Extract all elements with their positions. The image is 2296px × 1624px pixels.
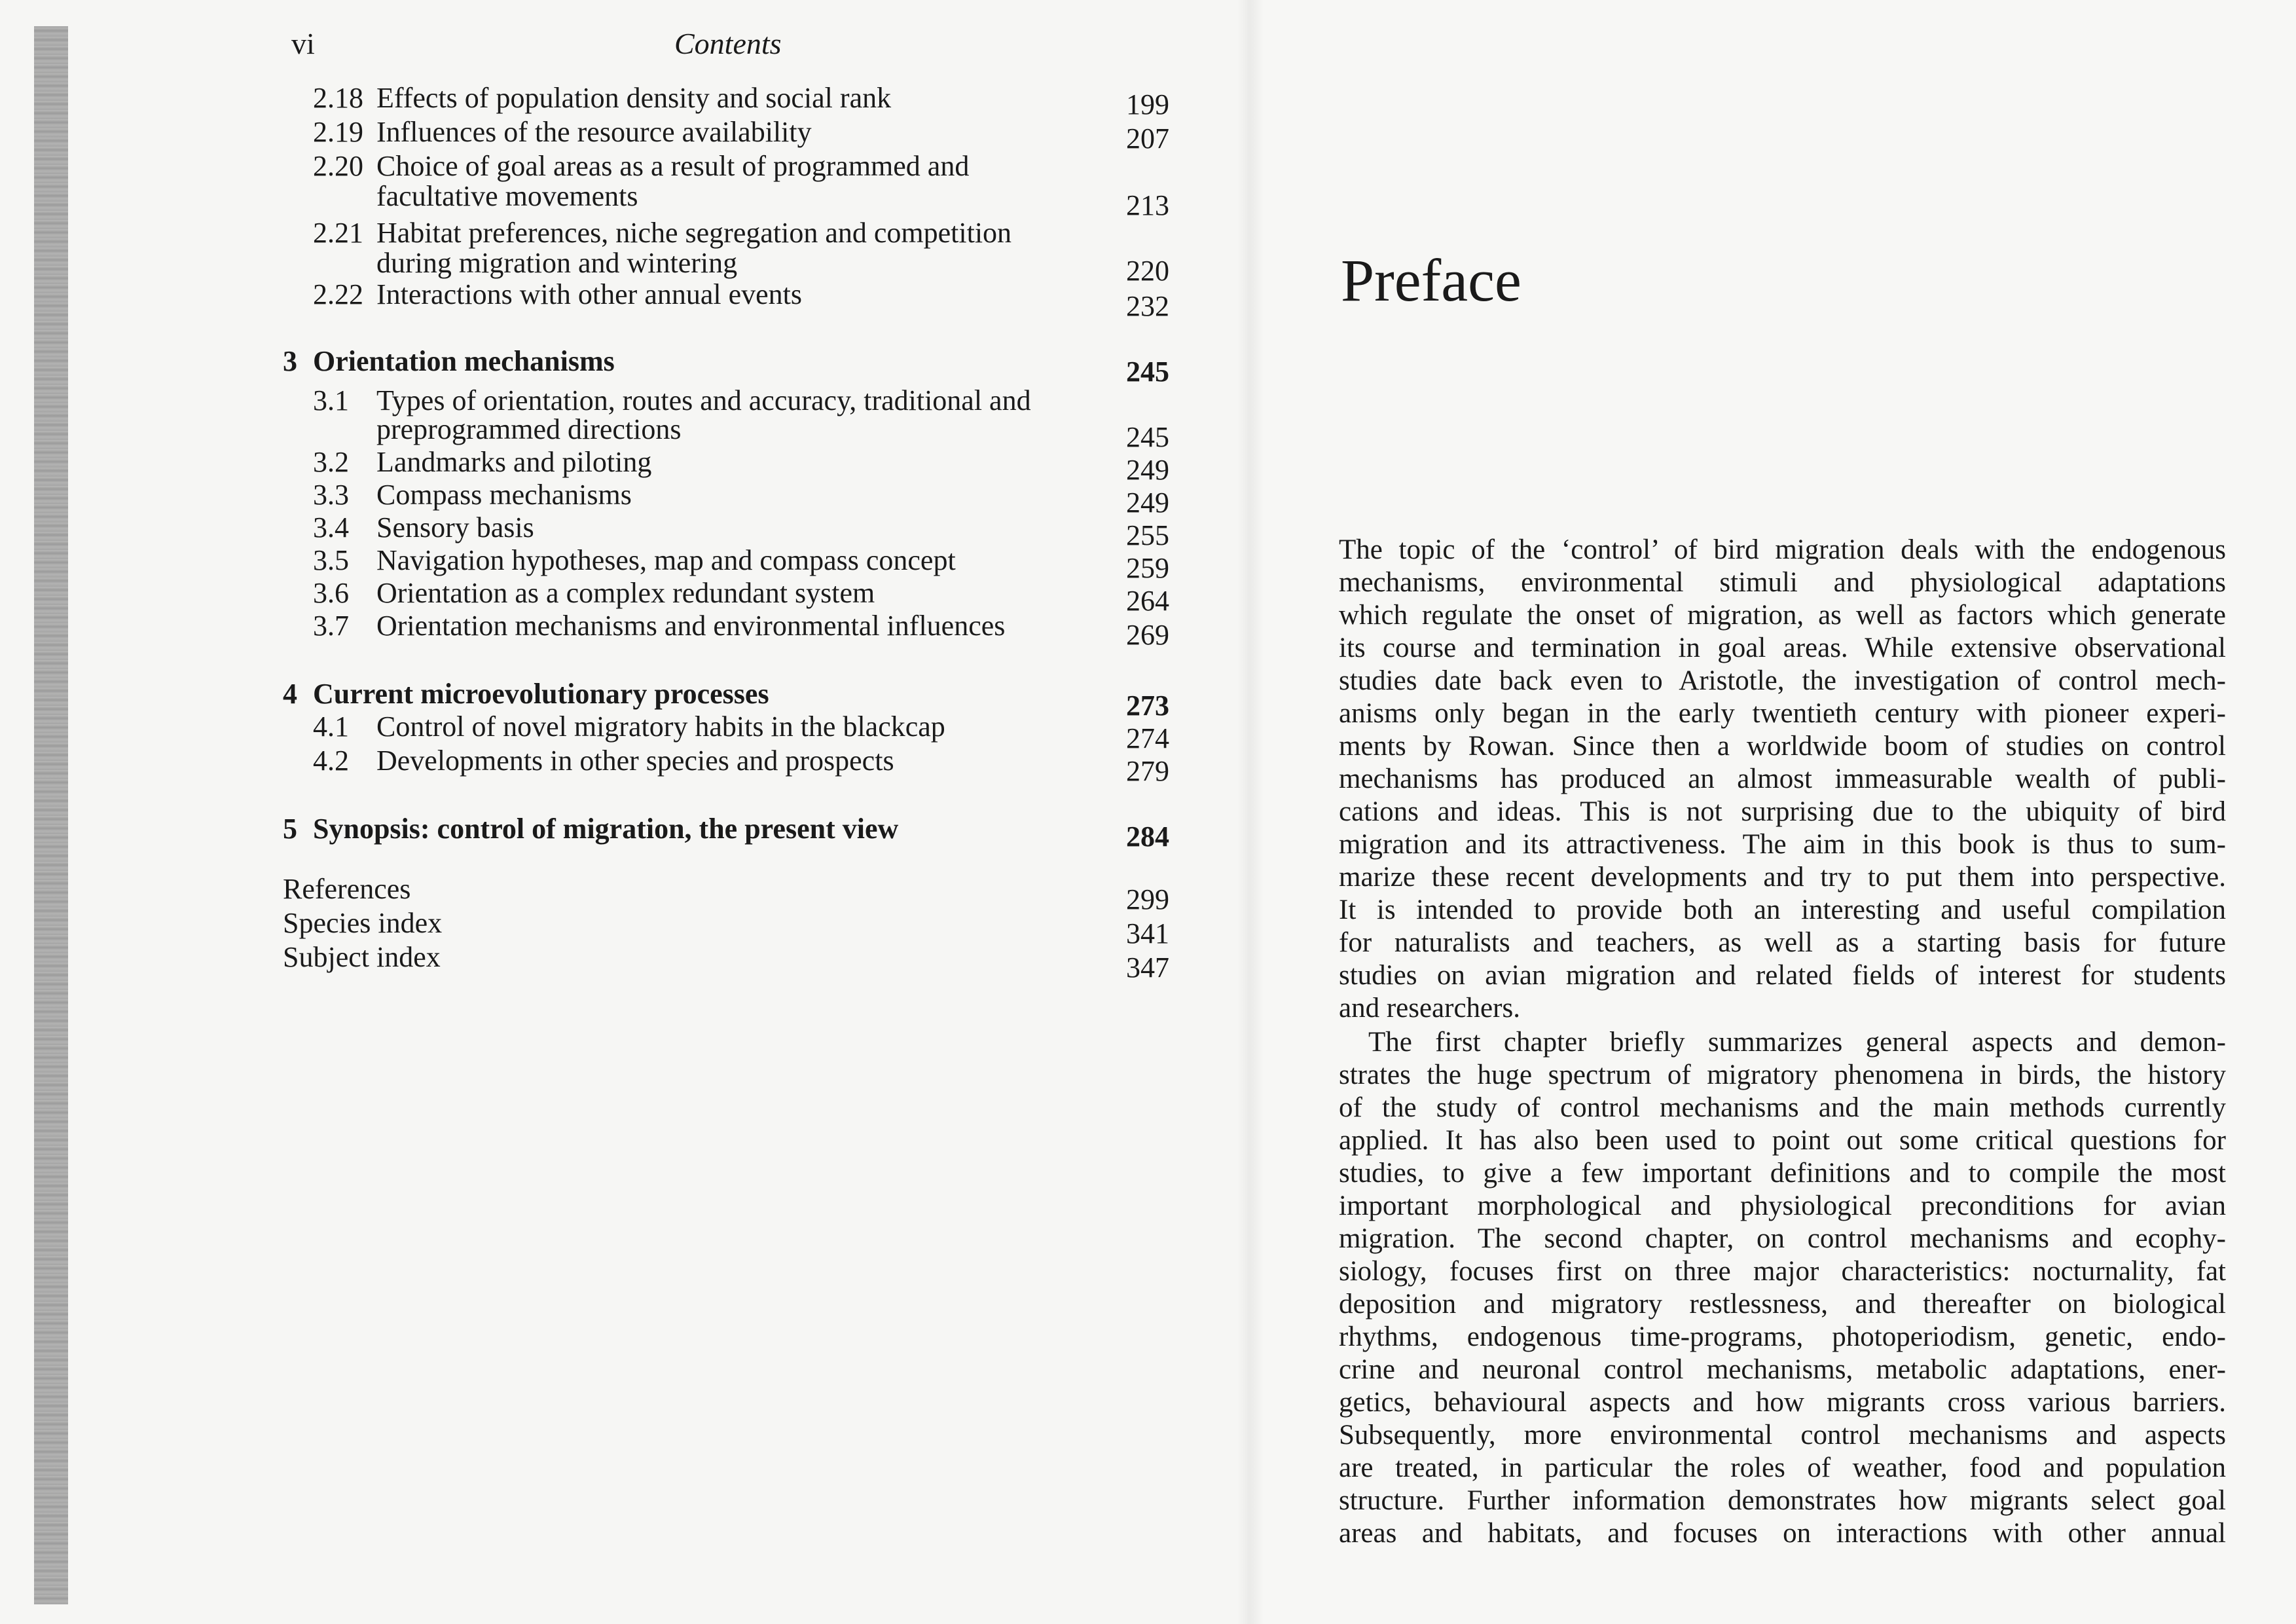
toc-title: Choice of goal areas as a result of programmed and <box>376 150 970 182</box>
toc-title: Sensory basis <box>376 511 534 544</box>
toc-page: 274 <box>1126 722 1169 754</box>
preface-line: and researchers. <box>1339 993 1520 1024</box>
toc-title: Landmarks and piloting <box>376 446 652 478</box>
toc-page: 259 <box>1126 552 1169 584</box>
preface-line: The topic of the ‘control’ of bird migration deals with the endogenous <box>1339 534 2226 565</box>
toc-number: 5 <box>283 813 297 845</box>
toc-number: 4 <box>283 678 297 710</box>
toc-number: 2.18 <box>313 82 363 114</box>
toc-number: 3.6 <box>313 577 349 609</box>
toc-page: 255 <box>1126 519 1169 551</box>
preface-line: for naturalists and teachers, as well as a starting basis for future <box>1339 927 2226 958</box>
preface-line: cations and ideas. This is not surprising due to the ubiquity of bird <box>1339 796 2226 827</box>
toc-number: 3.5 <box>313 544 349 576</box>
preface-line: areas and habitats, and focuses on interactions with other annual <box>1339 1518 2226 1549</box>
toc-title: preprogrammed directions <box>376 413 682 445</box>
page-gutter <box>1237 0 1264 1624</box>
preface-line: deposition and migratory restlessness, and thereafter on biological <box>1339 1289 2226 1320</box>
toc-page: 220 <box>1126 255 1169 287</box>
toc-number: 2.21 <box>313 217 363 249</box>
toc-title: Developments in other species and prospects <box>376 745 894 777</box>
page-number: vi <box>291 27 315 60</box>
toc-title: Species index <box>283 907 443 939</box>
preface-line: studies on avian migration and related fields of interest for students <box>1339 960 2226 991</box>
preface-line: Subsequently, more environmental control mechanisms and aspects <box>1339 1420 2226 1450</box>
toc-title: Orientation mechanisms and environmental influences <box>376 610 1006 642</box>
toc-title: Orientation as a complex redundant system <box>376 577 875 609</box>
toc-page: 232 <box>1126 290 1169 322</box>
preface-line: The first chapter briefly summarizes general aspects and demon- <box>1368 1027 2226 1058</box>
toc-page: 245 <box>1126 421 1169 453</box>
preface-line: It is intended to provide both an interesting and useful compilation <box>1339 895 2226 925</box>
preface-line: which regulate the onset of migration, as well as factors which generate <box>1339 600 2226 631</box>
toc-number: 3 <box>283 345 297 377</box>
toc-title: Interactions with other annual events <box>376 278 803 310</box>
toc-page: 207 <box>1126 122 1169 155</box>
preface-line: ments by Rowan. Since then a worldwide boom of studies on control <box>1339 731 2226 762</box>
preface-line: are treated, in particular the roles of weather, food and population <box>1339 1452 2226 1483</box>
toc-title: Habitat preferences, niche segregation and competition <box>376 217 1012 249</box>
preface-line: studies, to give a few important definitions and to compile the most <box>1339 1158 2226 1189</box>
toc-number: 3.7 <box>313 610 349 642</box>
toc-number: 3.4 <box>313 511 349 544</box>
preface-line: of the study of control mechanisms and the main methods currently <box>1339 1092 2226 1123</box>
toc-number: 3.2 <box>313 446 349 478</box>
running-title: Contents <box>674 27 782 60</box>
toc-title: References <box>283 873 411 905</box>
preface-title: Preface <box>1341 247 1522 314</box>
toc-title: Navigation hypotheses, map and compass concept <box>376 544 956 576</box>
toc-page: 264 <box>1126 585 1169 617</box>
toc-title: Current microevolutionary processes <box>313 678 769 710</box>
toc-title: Effects of population density and social rank <box>376 82 892 114</box>
toc-title: Control of novel migratory habits in the blackcap <box>376 710 945 743</box>
preface-line: marize these recent developments and try to put them into perspective. <box>1339 862 2226 893</box>
toc-title: facultative movements <box>376 180 638 212</box>
toc-page: 213 <box>1126 189 1169 221</box>
preface-line: mechanisms, environmental stimuli and physiological adaptations <box>1339 567 2226 598</box>
toc-page: 347 <box>1126 951 1169 984</box>
preface-line: rhythms, endogenous time-programs, photoperiodism, genetic, endo- <box>1339 1321 2226 1352</box>
toc-page: 199 <box>1126 88 1169 120</box>
preface-line: mechanisms has produced an almost immeasurable wealth of publi- <box>1339 764 2226 794</box>
toc-page: 341 <box>1126 917 1169 950</box>
toc-title: Synopsis: control of migration, the present view <box>313 813 899 845</box>
preface-line: getics, behavioural aspects and how migrants cross various barriers. <box>1339 1387 2226 1418</box>
toc-number: 3.1 <box>313 384 349 416</box>
toc-title: during migration and wintering <box>376 247 738 279</box>
preface-line: siology, focuses first on three major characteristics: nocturnality, fat <box>1339 1256 2226 1287</box>
toc-page: 269 <box>1126 619 1169 651</box>
preface-line: migration. The second chapter, on control mechanisms and ecophy- <box>1339 1223 2226 1254</box>
toc-title: Orientation mechanisms <box>313 345 615 377</box>
toc-page: 273 <box>1126 690 1169 722</box>
toc-number: 2.20 <box>313 150 363 182</box>
toc-number: 2.22 <box>313 278 363 310</box>
preface-line: strates the huge spectrum of migratory phenomena in birds, the history <box>1339 1060 2226 1090</box>
toc-page: 245 <box>1126 356 1169 388</box>
preface-line: studies date back even to Aristotle, the investigation of control mech- <box>1339 665 2226 696</box>
toc-page: 299 <box>1126 883 1169 915</box>
toc-number: 3.3 <box>313 479 349 511</box>
toc-page: 279 <box>1126 755 1169 787</box>
toc-title: Subject index <box>283 941 441 973</box>
preface-line: structure. Further information demonstrates how migrants select goal <box>1339 1485 2226 1516</box>
toc-title: Influences of the resource availability <box>376 116 812 148</box>
toc-page: 284 <box>1126 821 1169 853</box>
preface-line: crine and neuronal control mechanisms, metabolic adaptations, ener- <box>1339 1354 2226 1385</box>
toc-number: 4.1 <box>313 710 349 743</box>
toc-number: 2.19 <box>313 116 363 148</box>
preface-line: migration and its attractiveness. The aim in this book is thus to sum- <box>1339 829 2226 860</box>
toc-title: Types of orientation, routes and accuracy, traditional and <box>376 384 1031 416</box>
toc-title: Compass mechanisms <box>376 479 632 511</box>
toc-page: 249 <box>1126 487 1169 519</box>
toc-page: 249 <box>1126 454 1169 486</box>
preface-line: applied. It has also been used to point out some critical questions for <box>1339 1125 2226 1156</box>
preface-line: important morphological and physiological preconditions for avian <box>1339 1190 2226 1221</box>
toc-number: 4.2 <box>313 745 349 777</box>
preface-line: anisms only began in the early twentieth century with pioneer experi- <box>1339 698 2226 729</box>
book-binding-edge <box>34 26 68 1604</box>
preface-line: its course and termination in goal areas. While extensive observational <box>1339 633 2226 663</box>
